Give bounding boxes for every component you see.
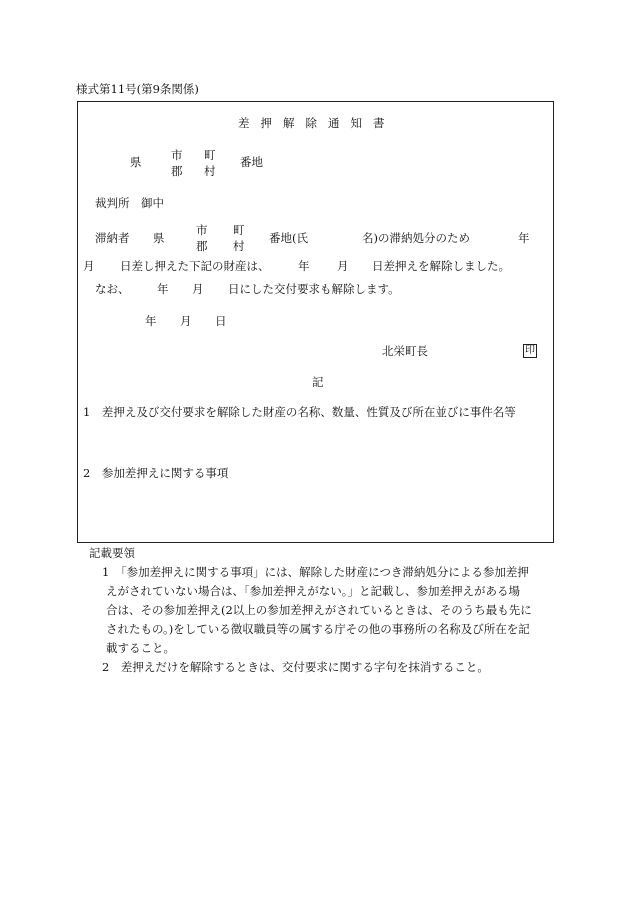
line1-mura: 村 bbox=[233, 239, 245, 253]
item-1: 1 差押え及び交付要求を解除した財産の名称、数量、性質及び所在並びに事件名等 bbox=[83, 405, 516, 419]
mayor-name: 北栄町長 bbox=[382, 344, 428, 358]
address-ken: 県 bbox=[130, 155, 142, 169]
address-mura: 村 bbox=[204, 164, 216, 178]
line2-nen: 年 bbox=[298, 259, 310, 273]
note-1-line: 1 「参加差押えに関する事項」には、解除した財産につき滞納処分による参加差押 bbox=[102, 565, 529, 579]
line1-tainosha: 滞納者 bbox=[95, 231, 130, 245]
date-tsuki: 月 bbox=[180, 314, 192, 328]
line1-shi: 市 bbox=[196, 223, 208, 237]
date-hi: 日 bbox=[215, 314, 227, 328]
note-1-line: 載すること。 bbox=[106, 641, 175, 655]
form-number-label: 様式第11号(第9条関係) bbox=[76, 82, 199, 96]
title-char: 書 bbox=[373, 116, 385, 130]
note-1-line: えがされていない場合は、「参加差押えがない。」と記載し、参加差押えがある場 bbox=[106, 584, 520, 598]
date-nen: 年 bbox=[145, 314, 157, 328]
notes-heading: 記載要領 bbox=[89, 546, 135, 560]
ki-heading: 記 bbox=[312, 375, 324, 389]
line1-mei: 名)の滞納処分のため bbox=[362, 231, 470, 245]
document-title bbox=[238, 118, 385, 130]
court-addressee: 裁判所 御中 bbox=[95, 196, 164, 210]
line2-kaijo: 日差押えを解除しました。 bbox=[372, 259, 510, 273]
line2-tsuki: 月 bbox=[83, 259, 95, 273]
line3-nen: 年 bbox=[157, 282, 169, 296]
title-char: 知 bbox=[350, 116, 362, 130]
title-char: 差 bbox=[238, 116, 250, 130]
line3-rest: 日にした交付要求も解除します。 bbox=[228, 282, 400, 296]
title-char: 押 bbox=[260, 116, 272, 130]
note-1-line: されたもの。)をしている徴収職員等の属する庁その他の事務所の名称及び所在を記 bbox=[106, 622, 530, 636]
note-2: 2 差押えだけを解除するときは、交付要求に関する字句を抹消すること。 bbox=[102, 660, 489, 674]
address-banchi: 番地 bbox=[240, 155, 263, 169]
line1-banchi-shi: 番地(氏 bbox=[269, 231, 308, 245]
title-char: 解 bbox=[283, 116, 295, 130]
line3-tsuki: 月 bbox=[192, 282, 204, 296]
item-2: 2 参加差押えに関する事項 bbox=[83, 466, 229, 480]
line2-sashiosae: 日差し押えた下記の財産は、 bbox=[120, 259, 270, 273]
line1-machi: 町 bbox=[233, 223, 245, 237]
seal-stamp-box: 印 bbox=[525, 345, 535, 356]
line1-gun: 郡 bbox=[196, 239, 208, 253]
address-shi: 市 bbox=[171, 148, 183, 162]
line2-tsuki2: 月 bbox=[337, 259, 349, 273]
note-1-line: 合は、その参加差押え(2以上の参加差押えがされているときは、そのうち最も先に bbox=[106, 603, 532, 617]
line1-nen: 年 bbox=[518, 231, 530, 245]
address-gun: 郡 bbox=[171, 164, 183, 178]
line1-ken: 県 bbox=[153, 231, 165, 245]
title-char: 通 bbox=[328, 116, 340, 130]
line3-naose: なお、 bbox=[95, 282, 130, 296]
title-char: 除 bbox=[305, 116, 317, 130]
address-machi: 町 bbox=[204, 148, 216, 162]
